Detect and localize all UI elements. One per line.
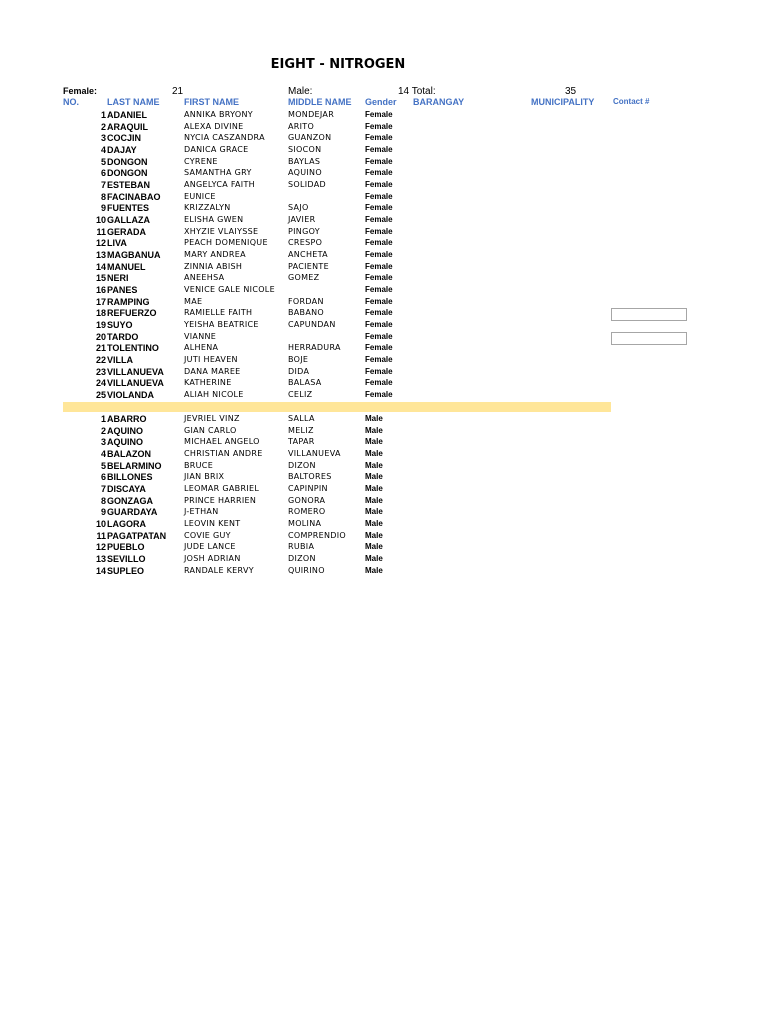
last-name-cell: LAGORA xyxy=(107,518,146,529)
table-row xyxy=(0,192,700,204)
first-name-cell: ZINNIA ABISH xyxy=(184,261,243,271)
middle-name-cell: MONDEJAR xyxy=(288,110,335,119)
table-row xyxy=(0,390,700,402)
last-name-cell: GONZAGA xyxy=(107,495,153,506)
table-row xyxy=(0,531,700,543)
row-number: 19 xyxy=(95,319,106,330)
row-number: 14 xyxy=(95,261,106,272)
gender-cell: Male xyxy=(365,507,383,517)
last-name-cell: REFUERZO xyxy=(107,308,157,319)
gender-cell: Female xyxy=(365,366,393,376)
row-number: 1 xyxy=(100,414,106,424)
gender-cell: Male xyxy=(365,448,383,458)
middle-name-cell: HERRADURA xyxy=(288,343,341,353)
first-name-cell: KRIZZALYN xyxy=(184,203,231,213)
table-row xyxy=(0,250,700,262)
row-number: 10 xyxy=(95,518,106,529)
row-number: 7 xyxy=(100,483,106,494)
gender-cell: Male xyxy=(365,425,383,435)
last-name-cell: RAMPING xyxy=(107,296,150,307)
first-name-cell: JEVRIEL VINZ xyxy=(184,414,240,423)
middle-name-cell: TAPAR xyxy=(288,437,315,447)
last-name-cell: BELARMINO xyxy=(107,460,162,471)
header-last-name: LAST NAME xyxy=(107,97,160,107)
gender-cell: Female xyxy=(365,226,393,236)
gender-cell: Female xyxy=(365,214,393,224)
row-number: 8 xyxy=(100,191,106,202)
row-number: 16 xyxy=(95,284,106,295)
middle-name-cell: DIZON xyxy=(288,553,316,563)
last-name-cell: ABARRO xyxy=(107,414,147,424)
first-name-cell: ALHENA xyxy=(184,343,219,353)
table-row xyxy=(0,133,700,145)
gender-cell: Female xyxy=(365,203,393,213)
gender-cell: Female xyxy=(365,191,393,201)
row-number: 11 xyxy=(96,530,106,541)
gender-cell: Male xyxy=(365,472,383,482)
row-number: 15 xyxy=(95,273,106,284)
gender-cell: Male xyxy=(365,483,383,493)
row-number: 24 xyxy=(95,378,106,389)
middle-name-cell: SAJO xyxy=(288,203,309,213)
last-name-cell: DONGON xyxy=(107,156,148,167)
middle-name-cell: ANCHETA xyxy=(288,249,328,259)
table-row xyxy=(0,449,700,461)
last-name-cell: PAGATPATAN xyxy=(107,530,167,541)
first-name-cell: DANICA GRACE xyxy=(184,144,249,154)
middle-name-cell: BALTORES xyxy=(288,472,332,482)
middle-name-cell: BALASA xyxy=(288,378,322,388)
gender-cell: Female xyxy=(365,121,393,131)
table-row xyxy=(0,262,700,274)
last-name-cell: COCJIN xyxy=(107,133,142,144)
table-row xyxy=(0,168,700,180)
header-barangay: BARANGAY xyxy=(413,97,465,107)
last-name-cell: GERADA xyxy=(107,226,147,237)
row-number: 4 xyxy=(100,448,106,459)
middle-name-cell: BOJE xyxy=(288,354,309,364)
middle-name-cell: BABANO xyxy=(288,308,325,318)
first-name-cell: KATHERINE xyxy=(184,378,232,388)
first-name-cell: ALIAH NICOLE xyxy=(184,389,244,399)
middle-name-cell: CRESPO xyxy=(288,238,323,248)
gender-cell: Male xyxy=(365,553,383,563)
first-name-cell: NYCIA CASZANDRA xyxy=(184,133,265,143)
table-row xyxy=(0,484,700,496)
first-name-cell: J-ETHAN xyxy=(184,507,219,517)
table-row xyxy=(0,285,700,297)
last-name-cell: TARDO xyxy=(107,331,139,342)
row-number: 3 xyxy=(100,133,106,144)
row-number: 8 xyxy=(100,495,106,506)
first-name-cell: CHRISTIAN ANDRE xyxy=(184,448,263,458)
table-row xyxy=(0,355,700,367)
last-name-cell: BILLONES xyxy=(107,472,153,483)
table-row xyxy=(0,145,700,157)
last-name-cell: FACINABAO xyxy=(107,191,161,202)
table-row xyxy=(0,203,700,215)
middle-name-cell: DIDA xyxy=(288,366,310,376)
last-name-cell: BALAZON xyxy=(107,448,151,459)
middle-name-cell: PINGOY xyxy=(288,226,320,236)
last-name-cell: VIOLANDA xyxy=(107,389,154,400)
gender-cell: Female xyxy=(365,331,393,341)
total-count: 35 xyxy=(565,86,577,97)
last-name-cell: SUYO xyxy=(107,319,133,330)
gender-cell: Female xyxy=(365,273,393,283)
table-row xyxy=(0,461,700,473)
table-row xyxy=(0,472,700,484)
table-row xyxy=(0,297,700,309)
row-number: 2 xyxy=(100,425,106,436)
middle-name-cell: FORDAN xyxy=(288,296,324,306)
row-number: 7 xyxy=(100,179,106,190)
row-number: 12 xyxy=(95,238,106,249)
table-row xyxy=(0,227,700,239)
gender-cell: Male xyxy=(365,518,383,528)
table-row xyxy=(0,157,700,169)
middle-name-cell: GUANZON xyxy=(288,133,332,143)
row-number: 4 xyxy=(100,144,106,155)
row-number: 5 xyxy=(100,460,106,471)
row-number: 9 xyxy=(100,203,106,214)
row-number: 1 xyxy=(100,110,106,120)
last-name-cell: DAJAY xyxy=(107,144,137,155)
table-row xyxy=(0,332,700,344)
gender-cell: Female xyxy=(365,168,393,178)
table-row xyxy=(0,437,700,449)
row-number: 23 xyxy=(95,366,106,377)
middle-name-cell: COMPRENDIO xyxy=(288,530,347,540)
first-name-cell: XHYZIE VLAIYSSE xyxy=(184,226,259,236)
first-name-cell: JOSH ADRIAN xyxy=(184,553,241,563)
first-name-cell: MICHAEL ANGELO xyxy=(184,437,260,447)
last-name-cell: ARAQUIL xyxy=(107,121,148,132)
first-name-cell: SAMANTHA GRY xyxy=(184,168,252,178)
row-number: 20 xyxy=(95,331,106,342)
first-name-cell: PRINCE HARRIEN xyxy=(184,495,257,505)
row-number: 6 xyxy=(100,168,106,179)
first-name-cell: JUTI HEAVEN xyxy=(184,354,238,364)
middle-name-cell: MOLINA xyxy=(288,518,322,528)
header-no: NO. xyxy=(63,97,80,107)
first-name-cell: JUDE LANCE xyxy=(184,542,236,552)
table-row xyxy=(0,378,700,390)
table-row xyxy=(0,320,700,332)
row-number: 18 xyxy=(95,308,106,319)
row-number: 6 xyxy=(100,472,106,483)
header-first-name: FIRST NAME xyxy=(184,97,239,107)
gender-cell: Female xyxy=(365,284,393,294)
last-name-cell: GUARDAYA xyxy=(107,507,158,518)
last-name-cell: TOLENTINO xyxy=(107,343,159,354)
gender-cell: Female xyxy=(365,319,393,329)
row-number: 12 xyxy=(95,542,106,553)
last-name-cell: GALLAZA xyxy=(107,214,150,225)
middle-name-cell: SOLIDAD xyxy=(288,179,326,189)
gender-cell: Female xyxy=(365,179,393,189)
middle-name-cell: VILLANUEVA xyxy=(288,448,341,458)
header-gender: Gender xyxy=(365,97,397,107)
row-number: 13 xyxy=(95,553,106,564)
middle-name-cell: RUBIA xyxy=(288,542,315,552)
header-municipality: MUNICIPALITY xyxy=(531,97,595,107)
last-name-cell: SEVILLO xyxy=(107,553,146,564)
last-name-cell: SUPLEO xyxy=(107,565,145,576)
last-name-cell: VILLANUEVA xyxy=(107,366,164,377)
gender-cell: Male xyxy=(365,437,383,447)
row-number: 21 xyxy=(95,343,106,354)
middle-name-cell: CAPUNDAN xyxy=(288,319,336,329)
last-name-cell: MAGBANUA xyxy=(107,249,161,260)
table-row xyxy=(0,238,700,250)
gender-cell: Female xyxy=(365,296,393,306)
first-name-cell: MAE xyxy=(184,296,203,306)
table-row xyxy=(0,542,700,554)
last-name-cell: PUEBLO xyxy=(107,542,145,553)
table-row xyxy=(0,519,700,531)
contact-cell[interactable] xyxy=(611,308,687,321)
gender-cell: Male xyxy=(365,565,383,575)
last-name-cell: AQUINO xyxy=(107,425,143,436)
last-name-cell: DONGON xyxy=(107,168,148,179)
first-name-cell: ELISHA GWEN xyxy=(184,214,244,224)
gender-cell: Male xyxy=(365,542,383,552)
header-middle-name: MIDDLE NAME xyxy=(288,97,352,107)
last-name-cell: DISCAYA xyxy=(107,483,146,494)
row-number: 17 xyxy=(95,296,106,307)
gender-cell: Female xyxy=(365,261,393,271)
row-number: 22 xyxy=(95,354,106,365)
middle-name-cell: BAYLAS xyxy=(288,156,321,166)
gender-cell: Female xyxy=(365,308,393,318)
last-name-cell: VILLA xyxy=(107,354,133,365)
table-row xyxy=(0,180,700,192)
table-row xyxy=(0,308,700,320)
gender-cell: Female xyxy=(365,133,393,143)
middle-name-cell: SALLA xyxy=(288,414,315,423)
row-number: 9 xyxy=(100,507,106,518)
row-number: 25 xyxy=(95,389,106,400)
first-name-cell: YEISHA BEATRICE xyxy=(184,319,259,329)
middle-name-cell: PACIENTE xyxy=(288,261,329,271)
last-name-cell: MANUEL xyxy=(107,261,146,272)
first-name-cell: ANEEHSA xyxy=(184,273,225,283)
gender-cell: Male xyxy=(365,460,383,470)
gender-cell: Male xyxy=(365,530,383,540)
last-name-cell: VILLANUEVA xyxy=(107,378,164,389)
middle-name-cell: QUIRINO xyxy=(288,565,325,575)
first-name-cell: ALEXA DIVINE xyxy=(184,121,244,131)
header-contact: Contact # xyxy=(613,97,650,106)
middle-name-cell: AQUINO xyxy=(288,168,322,178)
table-row xyxy=(0,507,700,519)
row-number: 11 xyxy=(96,226,106,237)
last-name-cell: ESTEBAN xyxy=(107,179,151,190)
table-row xyxy=(0,367,700,379)
male-label: Male: xyxy=(288,86,313,97)
contact-cell[interactable] xyxy=(611,332,687,345)
middle-name-cell: CAPINPIN xyxy=(288,483,328,493)
female-label: Female: xyxy=(63,86,98,96)
section-divider xyxy=(63,402,611,412)
middle-name-cell: ARITO xyxy=(288,121,315,131)
gender-cell: Female xyxy=(365,343,393,353)
row-number: 10 xyxy=(95,214,106,225)
first-name-cell: BRUCE xyxy=(184,460,214,470)
table-row xyxy=(0,414,700,426)
first-name-cell: LEOVIN KENT xyxy=(184,518,241,528)
middle-name-cell: MELIZ xyxy=(288,425,314,435)
gender-cell: Male xyxy=(365,495,383,505)
middle-name-cell: DIZON xyxy=(288,460,316,470)
gender-cell: Female xyxy=(365,249,393,259)
last-name-cell: ADANIEL xyxy=(107,110,147,120)
table-row xyxy=(0,110,700,122)
first-name-cell: RANDALE KERVY xyxy=(184,565,254,575)
first-name-cell: EUNICE xyxy=(184,191,216,201)
gender-cell: Female xyxy=(365,110,393,119)
first-name-cell: VENICE GALE NICOLE xyxy=(184,284,275,294)
table-row xyxy=(0,273,700,285)
first-name-cell: COVIE GUY xyxy=(184,530,231,540)
table-row xyxy=(0,554,700,566)
sheet-title: EIGHT - NITROGEN xyxy=(270,57,406,72)
last-name-cell: FUENTES xyxy=(107,203,150,214)
row-number: 2 xyxy=(100,121,106,132)
table-row xyxy=(0,496,700,508)
gender-cell: Female xyxy=(365,156,393,166)
table-row xyxy=(0,566,700,578)
male-count-total-label: 14 Total: xyxy=(398,86,436,97)
gender-cell: Female xyxy=(365,389,393,399)
first-name-cell: RAMIELLE FAITH xyxy=(184,308,253,318)
first-name-cell: VIANNE xyxy=(184,331,217,341)
table-row xyxy=(0,122,700,134)
last-name-cell: PANES xyxy=(107,284,138,295)
first-name-cell: DANA MAREE xyxy=(184,366,241,376)
middle-name-cell: JAVIER xyxy=(288,214,316,224)
row-number: 3 xyxy=(100,437,106,448)
last-name-cell: AQUINO xyxy=(107,437,143,448)
middle-name-cell: GONORA xyxy=(288,495,326,505)
row-number: 5 xyxy=(100,156,106,167)
first-name-cell: LEOMAR GABRIEL xyxy=(184,483,260,493)
female-count: 21 xyxy=(172,86,184,97)
gender-cell: Female xyxy=(365,238,393,248)
first-name-cell: CYRENE xyxy=(184,156,218,166)
middle-name-cell: SIOCON xyxy=(288,144,322,154)
first-name-cell: PEACH DOMENIQUE xyxy=(184,238,268,248)
first-name-cell: GIAN CARLO xyxy=(184,425,237,435)
table-row xyxy=(0,343,700,355)
row-number: 13 xyxy=(95,249,106,260)
gender-cell: Female xyxy=(365,354,393,364)
middle-name-cell: CELIZ xyxy=(288,389,313,399)
gender-cell: Female xyxy=(365,144,393,154)
table-row xyxy=(0,215,700,227)
gender-cell: Male xyxy=(365,414,383,423)
gender-cell: Female xyxy=(365,378,393,388)
last-name-cell: LIVA xyxy=(107,238,127,249)
middle-name-cell: ROMERO xyxy=(288,507,326,517)
first-name-cell: MARY ANDREA xyxy=(184,249,246,259)
table-row xyxy=(0,426,700,438)
middle-name-cell: GOMEZ xyxy=(288,273,320,283)
row-number: 14 xyxy=(95,565,106,576)
last-name-cell: NERI xyxy=(107,273,129,284)
first-name-cell: ANNIKA BRYONY xyxy=(184,110,253,119)
first-name-cell: JIAN BRIX xyxy=(184,472,225,482)
first-name-cell: ANGELYCA FAITH xyxy=(184,179,255,189)
